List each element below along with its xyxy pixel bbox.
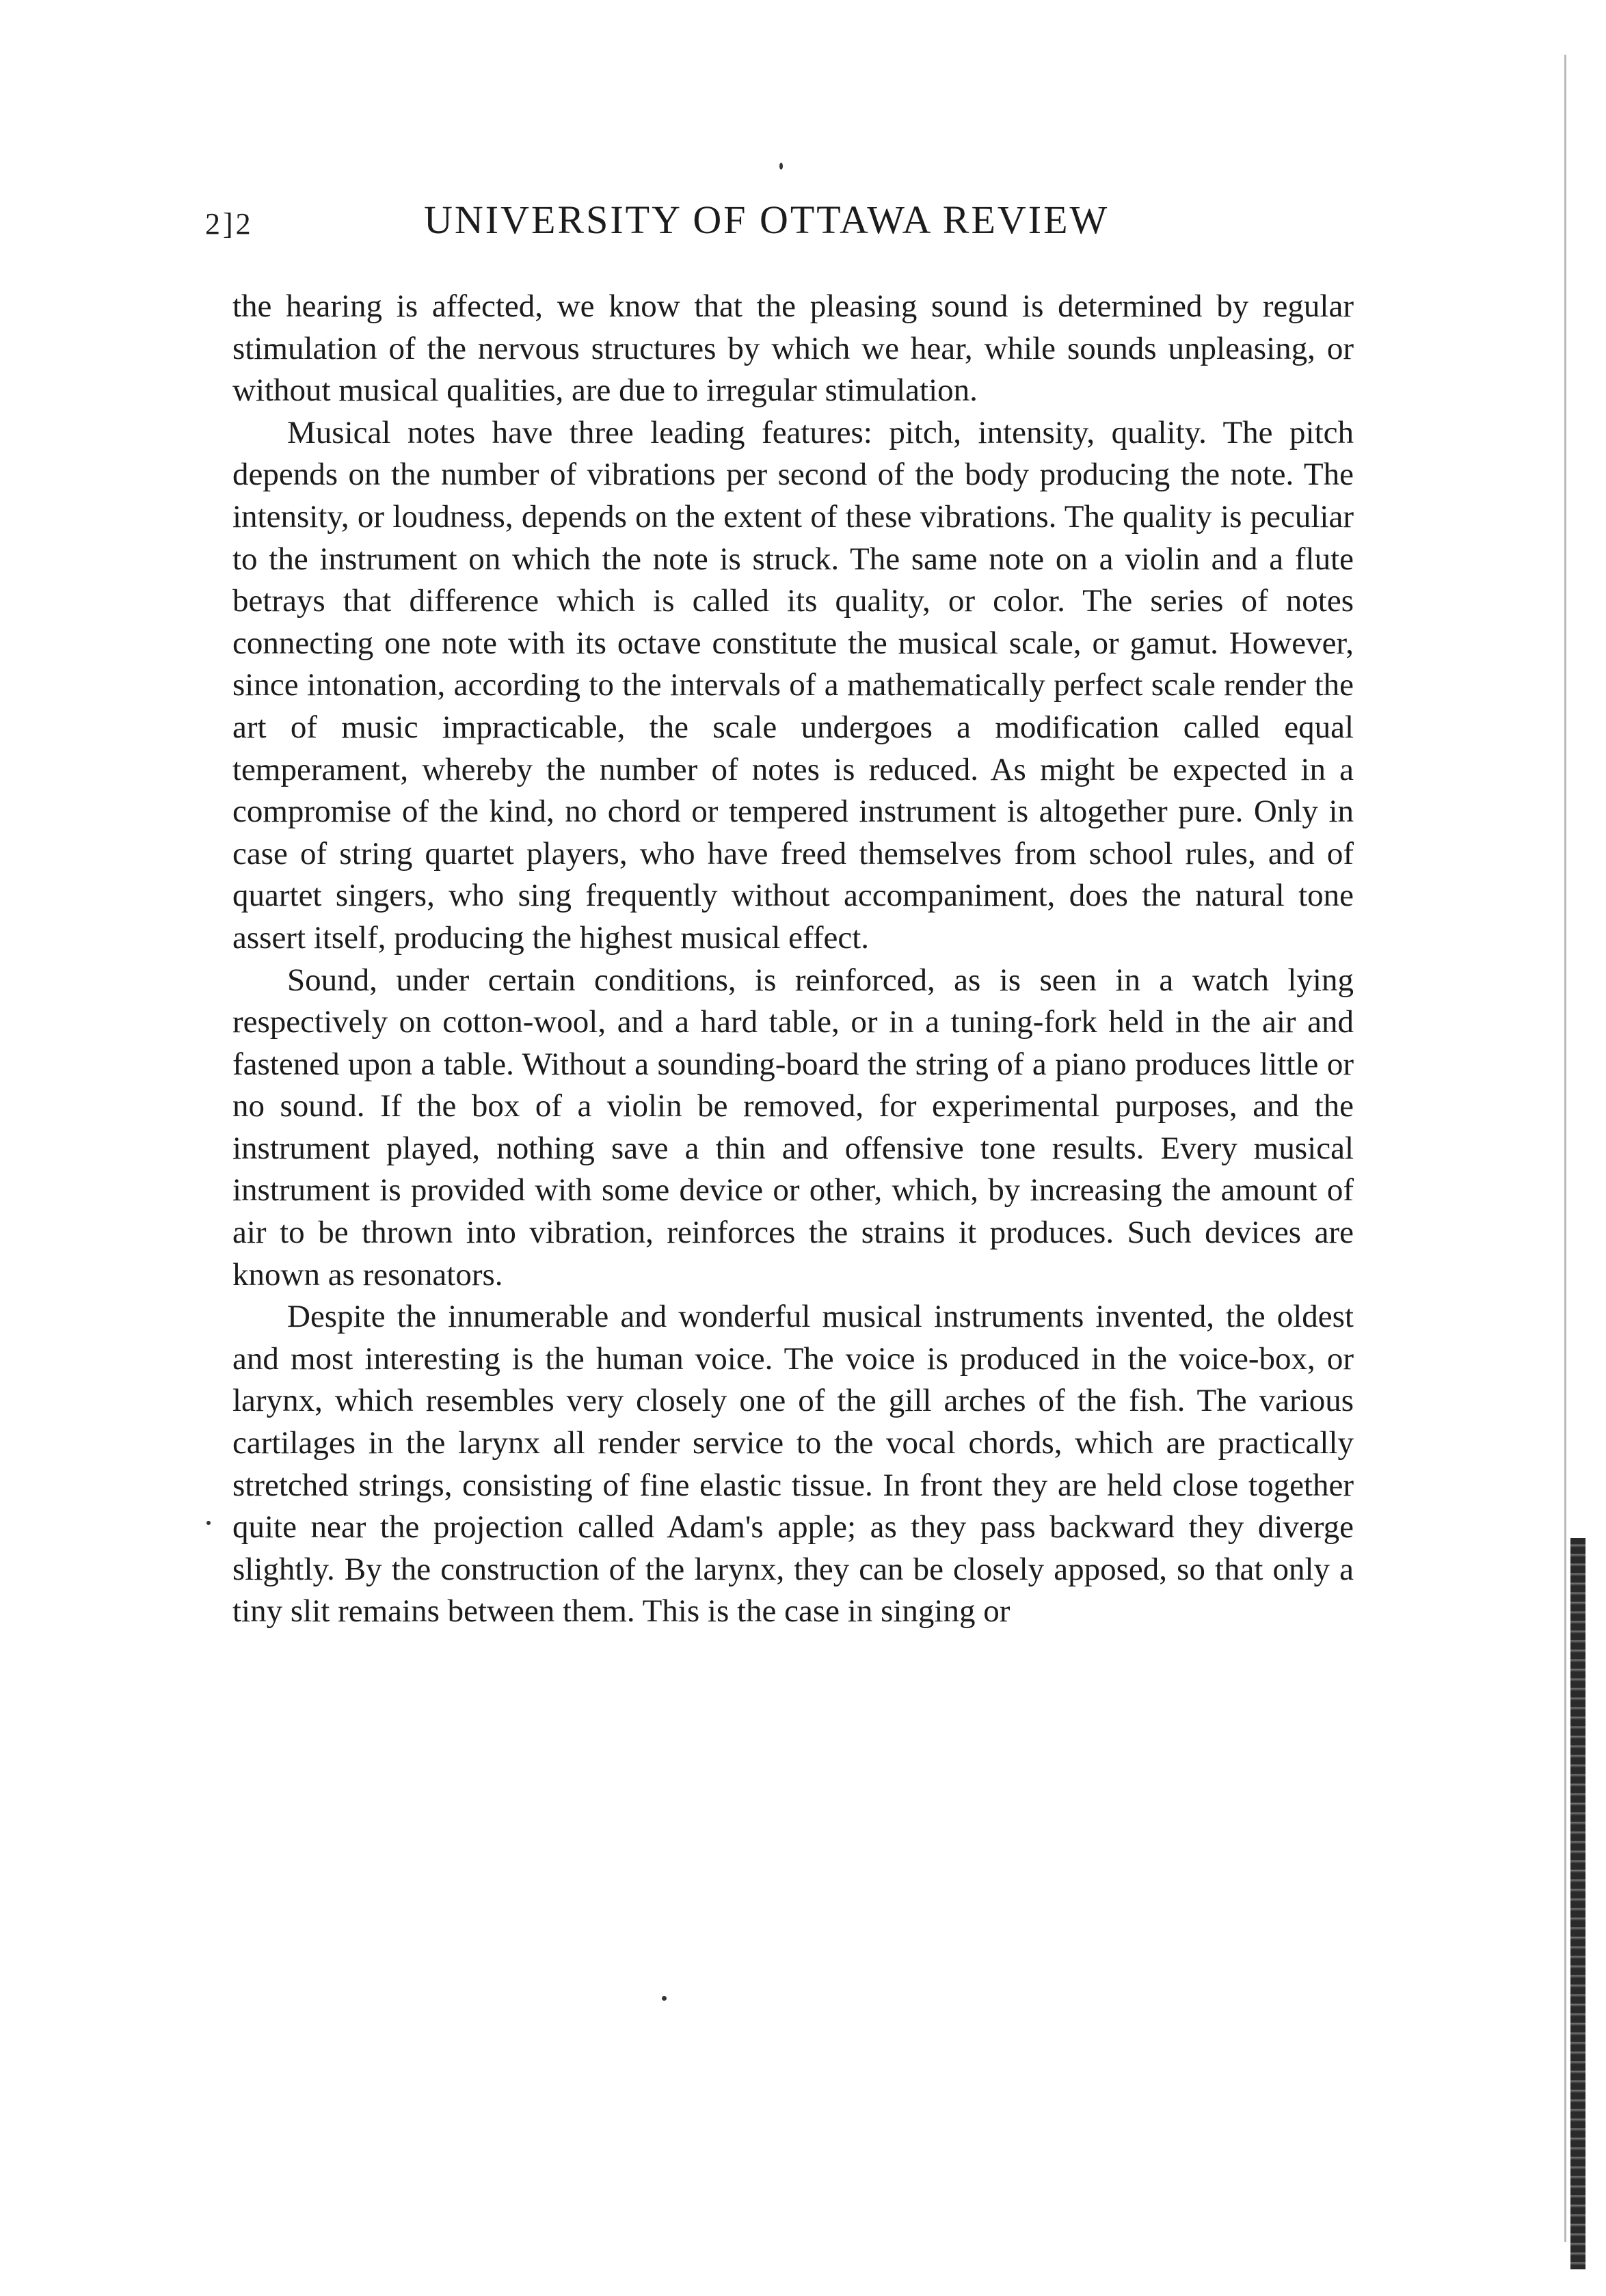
article-body — [232, 286, 1354, 1633]
paragraph-continuation: the hearing is affected, we know that the pleasing sound is determined by regular stimulation of the nervous structures by which we hear, while sounds unpleasing, or without musical qualities, are due to irregular stimulation. — [232, 288, 1354, 409]
page-header — [205, 197, 1354, 258]
running-title: UNIVERSITY OF OTTAWA REVIEW — [424, 198, 1110, 242]
page-number: 2]2 — [205, 207, 254, 241]
scan-page-edge — [1564, 55, 1566, 2242]
paragraph-sound-reinforced: Sound, under certain conditions, is reinforced, as is seen in a watch lying respectively on cotton-wool, and a hard table, or in a tuning-fork held in the air and fastened upon a table. Without a sounding-board the string of a piano produces little or no sound. If the box of a violin be removed, for experimental purposes, and the instrument played, nothing save a thin and offensive tone results. Every musical instrument is provided with some device or other, which, by increasing the amount of air to be thrown into vibration, reinforces the strains it produces. Such devices are known as resonators. — [232, 962, 1354, 1293]
scan-speck — [662, 1996, 667, 2001]
paragraph-human-voice: Despite the innumerable and wonderful musical instruments invented, the oldest and most interesting is the human voice. The voice is produced in the voice-box, or larynx, which resembles very closely one of the gill arches of the fish. The various cartilages in the larynx all render service to the vocal chords, which are practically stretched strings, consisting of fine elastic tissue. In front they are held close together quite near the projection called Adam's apple; as they pass backward they diverge slightly. By the construction of the larynx, they can be closely apposed, so that only a tiny slit remains between them. This is the case in singing or — [232, 1299, 1354, 1630]
scan-binding-shadow — [1570, 1538, 1585, 2269]
paragraph-musical-notes: Musical notes have three leading features: pitch, intensity, quality. The pitch depends on the number of vibrations per second of the body producing the note. The intensity, or loudness, depends on the extent of these vibrations. The quality is peculiar to the instrument on which the note is struck. The same note on a violin and a flute betrays that difference which is called its quality, or color. The series of notes connecting one note with its octave constitute the musical scale, or gamut. However, since intonation, according to the intervals of a mathematically perfect scale render the art of music impracticable, the scale undergoes a modification called equal temperament, whereby the number of notes is reduced. As might be expected in a compromise of the kind, no chord or tempered instrument is altogether pure. Only in case of string quartet players, who have freed themselves from school rules, and of quartet singers, who sing frequently without accompaniment, does the natural tone assert itself, producing the highest musical effect. — [232, 414, 1354, 956]
scan-speck — [206, 1521, 211, 1525]
scan-speck — [779, 163, 783, 170]
